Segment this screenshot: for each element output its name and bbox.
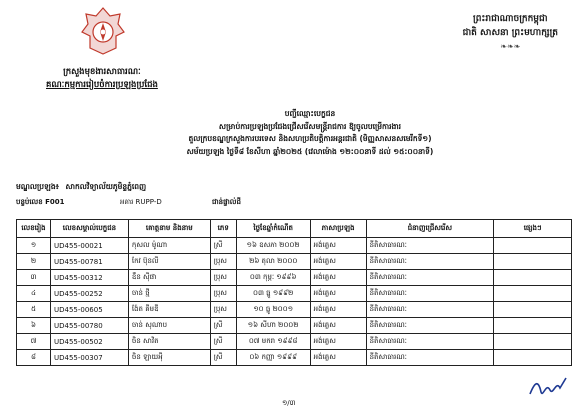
cell-sex: ស្រី [210, 318, 236, 334]
cell-specialty: នីតិសាធារណៈ [366, 254, 494, 270]
cell-dob: ០៦ កញ្ញា ១៩៩៩ [236, 350, 310, 366]
cell-notes [494, 238, 572, 254]
cell-sex: ប្រុស [210, 270, 236, 286]
kingdom-line2: ជាតិ សាសនា ព្រះមហាក្សត្រ [462, 28, 558, 38]
header-dob: ថ្ងៃខែឆ្នាំកំណើត [236, 220, 310, 238]
cell-specialty: នីតិសាធារណៈ [366, 270, 494, 286]
cell-specialty: នីតិសាធារណៈ [366, 302, 494, 318]
table-row [17, 238, 572, 254]
candidate-table [16, 219, 572, 366]
cell-notes [494, 350, 572, 366]
cell-notes [494, 254, 572, 270]
cell-name: ឧឹន សុីផា [128, 270, 210, 286]
cell-name: កុសល ម៉ូណា [128, 238, 210, 254]
cell-dob: ១០ ធ្នូ ២០០១ [236, 302, 310, 318]
cell-name: ចាន់ ថ្មី [128, 286, 210, 302]
header-specialty: ជំនាញជ្រើសរើស [366, 220, 494, 238]
committee-name: គណៈកម្មការរៀបចំការប្រឡងប្រជែង [46, 80, 158, 90]
cell-specialty: នីតិសាធារណៈ [366, 334, 494, 350]
cell-candidate-id: UD455-00502 [50, 334, 128, 350]
cell-candidate-id: UD455-00312 [50, 270, 128, 286]
header-language: ភាសាប្រឡង [310, 220, 366, 238]
document-title [120, 108, 500, 158]
cell-notes [494, 286, 572, 302]
cell-no: ៦ [17, 318, 51, 334]
cell-name: កែវ ប៊ុនលី [128, 254, 210, 270]
room-floor: ជាន់ផ្ទាល់ដី [212, 198, 241, 206]
title-line3: តួលក្របខណ្ឌក្រសួងការបរទេស និងសហប្រតិបត្តិការអន្តរជាតិ (មិញ្ញសាសនសមេរីកទី១) [188, 134, 432, 143]
cell-dob: ១៦ ឧសភា ២០០២ [236, 238, 310, 254]
cell-dob: ០៧ មករា ១៩៩៨ [236, 334, 310, 350]
cell-name: ង៉ែត គីមឌី [128, 302, 210, 318]
cell-language: អង់គ្លេស [310, 318, 366, 334]
table-row [17, 334, 572, 350]
cell-sex: ប្រុស [210, 286, 236, 302]
cell-no: ៣ [17, 270, 51, 286]
cell-specialty: នីតិសាធារណៈ [366, 238, 494, 254]
cell-specialty: នីតិសាធារណៈ [366, 318, 494, 334]
header-notes: ផ្សេងៗ [494, 220, 572, 238]
ministry-emblem-icon [80, 6, 126, 56]
table-header-row [17, 220, 572, 238]
cell-no: ១ [17, 238, 51, 254]
cell-language: អង់គ្លេស [310, 302, 366, 318]
cell-notes [494, 270, 572, 286]
header-candidate-id: លេខសម្គាល់បេក្ខជន [50, 220, 128, 238]
cell-notes [494, 302, 572, 318]
header-sex: ភេទ [210, 220, 236, 238]
table-row [17, 302, 572, 318]
cell-language: អង់គ្លេស [310, 286, 366, 302]
cell-candidate-id: UD455-00780 [50, 318, 128, 334]
cell-name: ចិន ឡាយអុី [128, 350, 210, 366]
cell-dob: ២៦ តុលា ២០០០ [236, 254, 310, 270]
exam-center [16, 181, 146, 193]
ministry-heading [46, 66, 158, 92]
cell-specialty: នីតិសាធារណៈ [366, 350, 494, 366]
room-building: អគារ RUPP-D [120, 198, 162, 206]
table-row [17, 254, 572, 270]
cell-candidate-id: UD455-00021 [50, 238, 128, 254]
kingdom-line1: ព្រះរាជាណាចក្រកម្ពុជា [473, 14, 548, 24]
cell-sex: ប្រុស [210, 302, 236, 318]
signature-mark [528, 374, 568, 400]
cell-no: ៥ [17, 302, 51, 318]
header-no: លេខរៀង [17, 220, 51, 238]
cell-dob: ០៣ ធ្នូ ១៩៩២ [236, 286, 310, 302]
kingdom-heading [463, 12, 558, 54]
cell-no: ២ [17, 254, 51, 270]
cell-sex: ស្រី [210, 350, 236, 366]
cell-language: អង់គ្លេស [310, 270, 366, 286]
cell-sex: ស្រី [210, 238, 236, 254]
cell-no: ៨ [17, 350, 51, 366]
title-line4: សម័យប្រឡង ថ្ងៃទី៨ ខែសីហា ឆ្នាំ២០២៥ (វេលាម៉ោង ១២:០០នាទី ដល់ ១៥:០០នាទី) [186, 146, 434, 156]
cell-candidate-id: UD455-00781 [50, 254, 128, 270]
table-row [17, 318, 572, 334]
cell-language: អង់គ្លេស [310, 334, 366, 350]
header-name: គោត្តនាម និងនាម [128, 220, 210, 238]
cell-candidate-id: UD455-00605 [50, 302, 128, 318]
cell-name: ចិន សាវិត [128, 334, 210, 350]
cell-language: អង់គ្លេស [310, 350, 366, 366]
table-row [17, 286, 572, 302]
cell-dob: ១៦ សីហា ២០០២ [236, 318, 310, 334]
cell-name: ចាន់ សុណាប [128, 318, 210, 334]
cell-candidate-id: UD455-00307 [50, 350, 128, 366]
cell-notes [494, 318, 572, 334]
room-number: បន្ទប់លេខ F001 [16, 198, 65, 206]
exam-center-label: មណ្ឌលប្រឡង៖ [16, 182, 59, 191]
cell-notes [494, 334, 572, 350]
title-line2: សម្រាប់ការប្រឡងប្រជែងជ្រើសរើសមន្ត្រីរាជការ ឱ្យចូលបម្រើការងារ [218, 121, 402, 131]
ministry-name: ក្រសួងមុខងារសាធារណៈ [63, 67, 141, 77]
cell-specialty: នីតិសាធារណៈ [366, 286, 494, 302]
cell-language: អង់គ្លេស [310, 254, 366, 270]
cell-no: ៧ [17, 334, 51, 350]
cell-sex: ស្រី [210, 334, 236, 350]
cell-language: អង់គ្លេស [310, 238, 366, 254]
cell-candidate-id: UD455-00252 [50, 286, 128, 302]
title-line1: បញ្ជីឈ្មោះបេក្ខជន [284, 109, 336, 118]
cell-no: ៤ [17, 286, 51, 302]
page-number: ១/៣ [282, 399, 296, 407]
exam-center-name: សាកលវិទ្យាល័យភូមិន្ទភ្នំពេញ [65, 182, 147, 191]
table-row [17, 350, 572, 366]
table-row [17, 270, 572, 286]
cell-dob: ០៣ កុម្ភៈ ១៩៩៦ [236, 270, 310, 286]
cell-sex: ប្រុស [210, 254, 236, 270]
ornament-divider: ❧❧❧ [500, 42, 521, 51]
